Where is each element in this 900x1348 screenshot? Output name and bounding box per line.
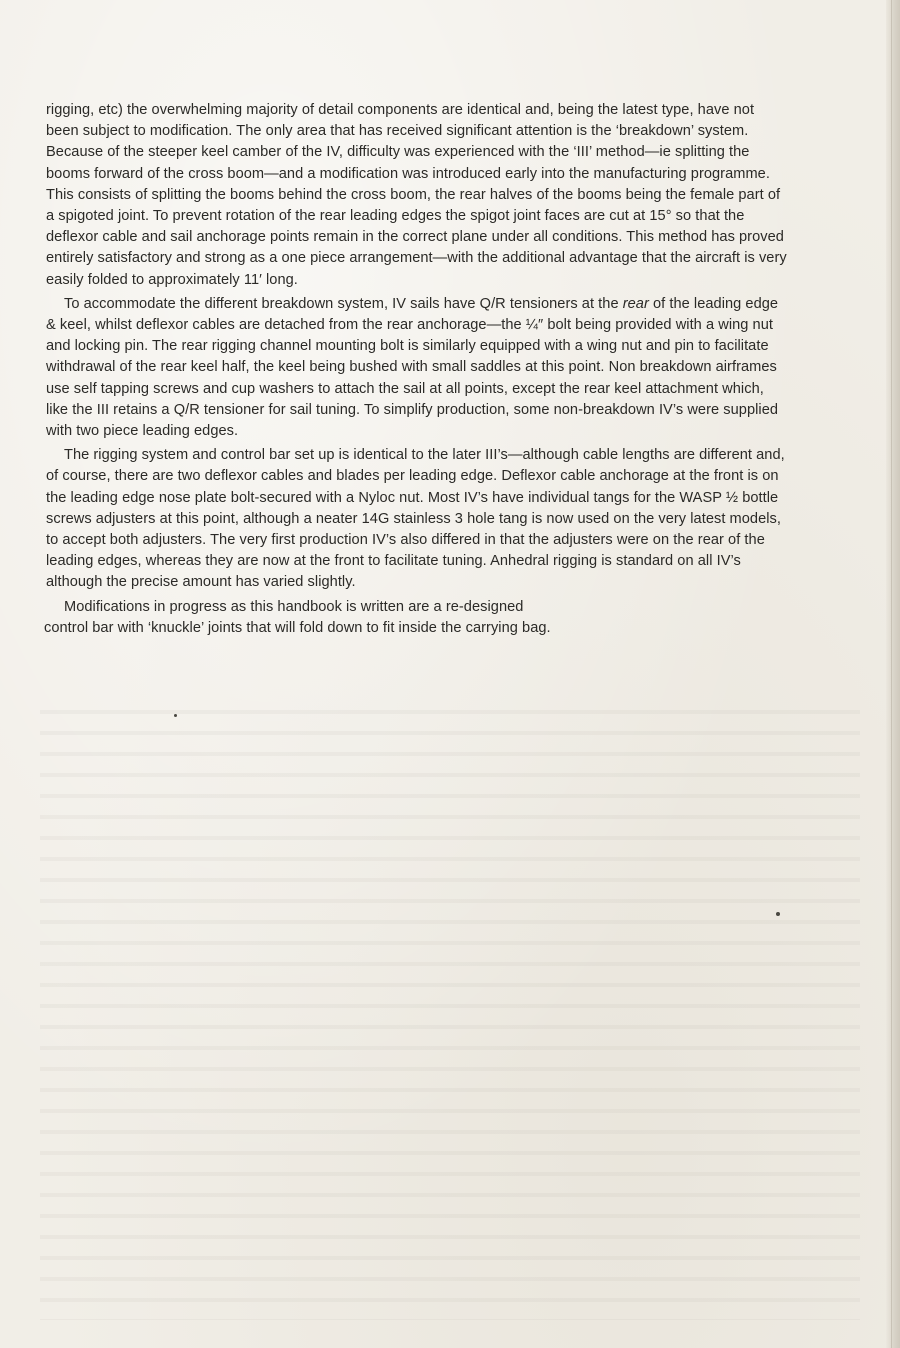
paragraph-text: of the leading edge & keel, whilst deflexor cables are detached from the rear anchorage—the ¼″ bolt being provided with a wing nut and locking pin. The rear rigging channel mounting bolt is similarly equipped with a wing nut and pin to facilitate withdrawal of the rear keel half, the keel being bushed with small saddles at this point. Non breakdown airframes use self tapping screws and cup washers to attach the sail at all points, except the rear keel attachment which, like the III retains a Q/R tensioner for sail tuning. To simplify production, some non-breakdown IV’s were supplied with two piece leading edges. [46, 295, 779, 440]
paragraph-text: rigging, etc) the overwhelming majority of detail components are identical and, being the latest type, have not been subject to modification. The only area that has received significant attention is the ‘breakdown’ system. Because of the steeper keel camber of the IV, difficulty was experienced with the ‘III’ method—ie splitting the booms forward of the cross boom—and a modification was introduced early into the manufacturing programme. This consists of splitting the booms behind the cross boom, the rear halves of the booms being the female part of a spigoted joint. To prevent rotation of the rear leading edges the spigot joint faces are cut at 15° so that the deflexor cable and sail anchorage points remain in the correct plane under all conditions. This method has proved entirely satisfactory and strong as a one piece arrangement—with the additional advantage that the aircraft is very easily folded to approximately 11′ long. [46, 102, 787, 288]
body-text [46, 100, 788, 639]
paragraph-rigging-system [46, 445, 788, 593]
paragraph-modifications-continued [46, 618, 788, 639]
show-through-text-bleed [40, 700, 860, 1320]
paragraph-tensioners [46, 294, 788, 442]
ink-speck [174, 714, 177, 717]
paragraph-text: To accommodate the different breakdown system, IV sails have Q/R tensioners at the [64, 295, 623, 312]
paragraph-text: The rigging system and control bar set up is identical to the later III’s—although cable lengths are different and, of course, there are two deflexor cables and blades per leading edge. Deflexor cable anchorage at the front is on the leading edge nose plate bolt-secured with a Nyloc nut. Most IV’s have individual tangs for the WASP ½ bottle screws adjusters at this point, although a neater 14G stainless 3 hole tang is now used on the very latest models, to accept both adjusters. The very first production IV’s also differed in that the adjusters were on the rear of the leading edges, whereas they are now at the front to facilitate tuning. Anhedral rigging is standard on all IV’s although the precise amount has varied slightly. [46, 447, 785, 591]
paragraph-text: control bar with ‘knuckle’ joints that will fold down to fit inside the carrying bag. [44, 619, 551, 636]
paragraph-text: Modifications in progress as this handbook is written are a re-designed [64, 598, 524, 615]
emphasis-rear: rear [622, 295, 649, 312]
paragraph-breakdown-system [46, 100, 788, 291]
page-binding-edge [886, 0, 900, 1348]
paragraph-modifications [46, 597, 606, 618]
spine-crease [891, 0, 892, 1348]
ink-speck [776, 912, 780, 916]
